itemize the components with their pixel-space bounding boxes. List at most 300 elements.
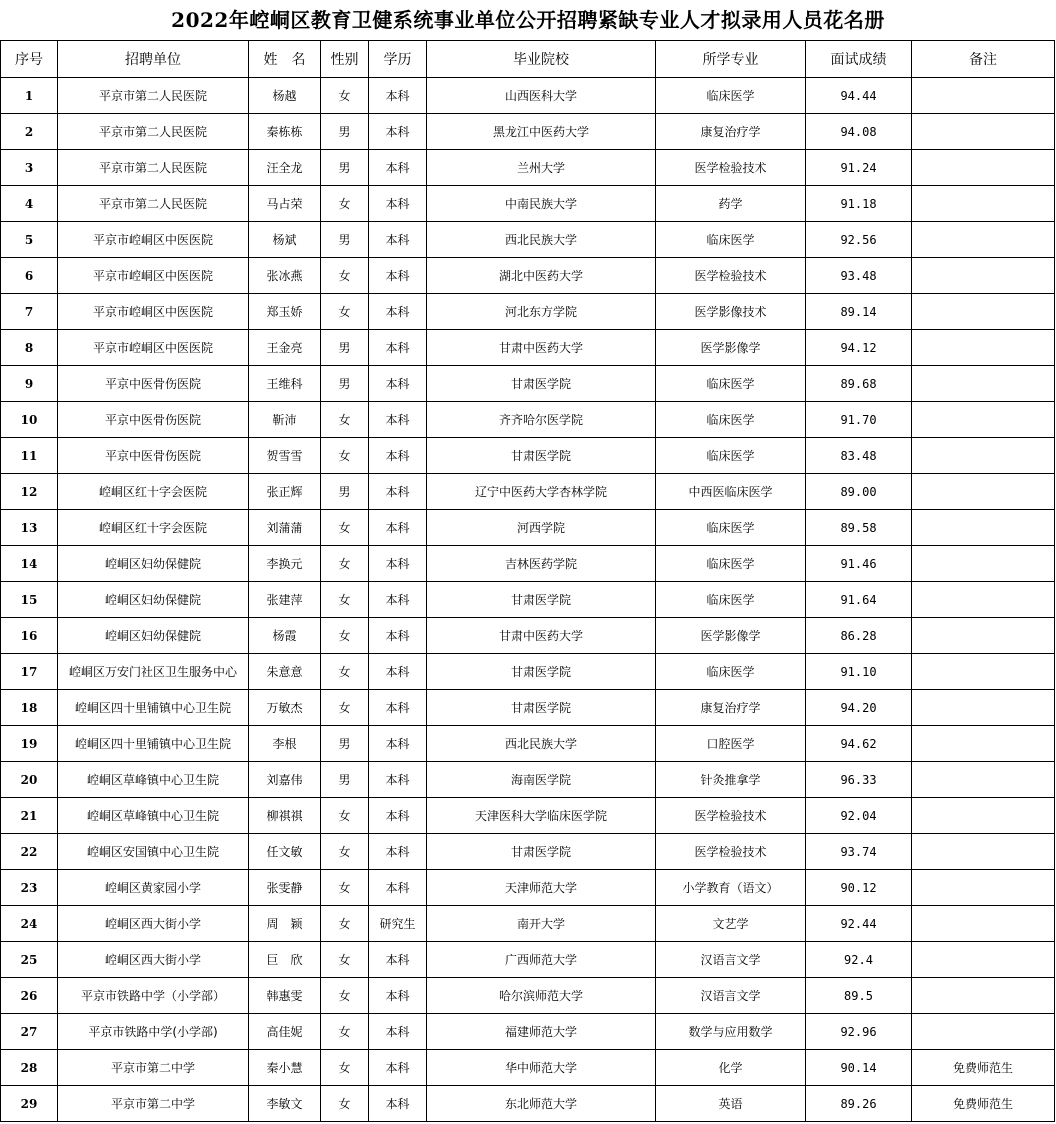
row-gender: 女 bbox=[321, 942, 369, 978]
row-index: 5 bbox=[1, 222, 58, 258]
row-score: 94.44 bbox=[806, 78, 912, 114]
row-unit: 平京中医骨伤医院 bbox=[58, 366, 249, 402]
row-name: 郑玉娇 bbox=[249, 294, 321, 330]
row-name: 杨霞 bbox=[249, 618, 321, 654]
row-score: 92.96 bbox=[806, 1014, 912, 1050]
row-gender: 女 bbox=[321, 510, 369, 546]
row-name: 李换元 bbox=[249, 546, 321, 582]
row-school: 吉林医药学院 bbox=[427, 546, 656, 582]
row-school: 东北师范大学 bbox=[427, 1086, 656, 1122]
header-unit: 招聘单位 bbox=[58, 41, 249, 78]
row-school: 甘肃医学院 bbox=[427, 582, 656, 618]
row-score: 96.33 bbox=[806, 762, 912, 798]
header-major: 所学专业 bbox=[656, 41, 806, 78]
row-school: 天津医科大学临床医学院 bbox=[427, 798, 656, 834]
row-education: 本科 bbox=[369, 222, 427, 258]
row-gender: 女 bbox=[321, 798, 369, 834]
row-education: 本科 bbox=[369, 78, 427, 114]
row-gender: 男 bbox=[321, 330, 369, 366]
table-row bbox=[1, 1050, 1055, 1086]
row-note bbox=[912, 942, 1055, 978]
row-score: 89.14 bbox=[806, 294, 912, 330]
row-name: 汪全龙 bbox=[249, 150, 321, 186]
row-name: 周 颖 bbox=[249, 906, 321, 942]
row-score: 89.58 bbox=[806, 510, 912, 546]
table-row bbox=[1, 402, 1055, 438]
roster-table bbox=[0, 40, 1055, 1122]
row-major: 临床医学 bbox=[656, 222, 806, 258]
row-index: 15 bbox=[1, 582, 58, 618]
row-education: 本科 bbox=[369, 114, 427, 150]
row-index: 1 bbox=[1, 78, 58, 114]
row-note bbox=[912, 186, 1055, 222]
row-unit: 崆峒区草峰镇中心卫生院 bbox=[58, 762, 249, 798]
row-gender: 男 bbox=[321, 114, 369, 150]
row-education: 本科 bbox=[369, 798, 427, 834]
table-row bbox=[1, 114, 1055, 150]
row-major: 口腔医学 bbox=[656, 726, 806, 762]
row-major: 英语 bbox=[656, 1086, 806, 1122]
row-education: 本科 bbox=[369, 294, 427, 330]
row-school: 西北民族大学 bbox=[427, 726, 656, 762]
row-major: 药学 bbox=[656, 186, 806, 222]
row-note bbox=[912, 1014, 1055, 1050]
row-gender: 女 bbox=[321, 1050, 369, 1086]
table-row bbox=[1, 150, 1055, 186]
row-school: 河北东方学院 bbox=[427, 294, 656, 330]
row-score: 94.20 bbox=[806, 690, 912, 726]
row-name: 杨斌 bbox=[249, 222, 321, 258]
row-major: 康复治疗学 bbox=[656, 114, 806, 150]
row-major: 临床医学 bbox=[656, 510, 806, 546]
row-school: 哈尔滨师范大学 bbox=[427, 978, 656, 1014]
row-gender: 女 bbox=[321, 834, 369, 870]
row-score: 91.70 bbox=[806, 402, 912, 438]
row-score: 91.18 bbox=[806, 186, 912, 222]
row-index: 13 bbox=[1, 510, 58, 546]
row-index: 3 bbox=[1, 150, 58, 186]
row-score: 90.14 bbox=[806, 1050, 912, 1086]
table-row bbox=[1, 546, 1055, 582]
header-score: 面试成绩 bbox=[806, 41, 912, 78]
row-education: 本科 bbox=[369, 186, 427, 222]
row-education: 本科 bbox=[369, 546, 427, 582]
row-education: 本科 bbox=[369, 366, 427, 402]
row-score: 94.12 bbox=[806, 330, 912, 366]
row-name: 高佳妮 bbox=[249, 1014, 321, 1050]
row-note bbox=[912, 438, 1055, 474]
row-major: 医学影像学 bbox=[656, 330, 806, 366]
table-row bbox=[1, 474, 1055, 510]
row-education: 本科 bbox=[369, 438, 427, 474]
row-score: 89.68 bbox=[806, 366, 912, 402]
row-index: 6 bbox=[1, 258, 58, 294]
row-education: 本科 bbox=[369, 942, 427, 978]
table-row bbox=[1, 870, 1055, 906]
row-score: 91.46 bbox=[806, 546, 912, 582]
row-education: 本科 bbox=[369, 1014, 427, 1050]
row-note bbox=[912, 546, 1055, 582]
row-note bbox=[912, 654, 1055, 690]
row-index: 29 bbox=[1, 1086, 58, 1122]
table-row bbox=[1, 330, 1055, 366]
row-education: 本科 bbox=[369, 654, 427, 690]
row-unit: 崆峒区妇幼保健院 bbox=[58, 618, 249, 654]
row-note bbox=[912, 114, 1055, 150]
row-note bbox=[912, 294, 1055, 330]
row-school: 齐齐哈尔医学院 bbox=[427, 402, 656, 438]
row-education: 本科 bbox=[369, 1086, 427, 1122]
table-row bbox=[1, 186, 1055, 222]
row-school: 福建师范大学 bbox=[427, 1014, 656, 1050]
row-major: 医学检验技术 bbox=[656, 150, 806, 186]
row-index: 4 bbox=[1, 186, 58, 222]
row-unit: 平京市崆峒区中医医院 bbox=[58, 258, 249, 294]
row-name: 张雯静 bbox=[249, 870, 321, 906]
row-unit: 平京市第二中学 bbox=[58, 1050, 249, 1086]
row-education: 本科 bbox=[369, 762, 427, 798]
row-note bbox=[912, 798, 1055, 834]
row-unit: 平京市铁路中学(小学部) bbox=[58, 1014, 249, 1050]
row-school: 甘肃中医药大学 bbox=[427, 330, 656, 366]
row-education: 本科 bbox=[369, 726, 427, 762]
row-name: 秦小慧 bbox=[249, 1050, 321, 1086]
row-unit: 平京市第二中学 bbox=[58, 1086, 249, 1122]
row-name: 王金亮 bbox=[249, 330, 321, 366]
row-note bbox=[912, 366, 1055, 402]
row-major: 医学检验技术 bbox=[656, 798, 806, 834]
row-major: 临床医学 bbox=[656, 438, 806, 474]
row-name: 李敏文 bbox=[249, 1086, 321, 1122]
row-school: 黑龙江中医药大学 bbox=[427, 114, 656, 150]
row-gender: 男 bbox=[321, 222, 369, 258]
row-unit: 崆峒区红十字会医院 bbox=[58, 474, 249, 510]
row-major: 数学与应用数学 bbox=[656, 1014, 806, 1050]
row-index: 14 bbox=[1, 546, 58, 582]
header-index: 序号 bbox=[1, 41, 58, 78]
row-name: 刘嘉伟 bbox=[249, 762, 321, 798]
row-score: 89.00 bbox=[806, 474, 912, 510]
row-education: 本科 bbox=[369, 834, 427, 870]
row-name: 杨越 bbox=[249, 78, 321, 114]
row-index: 10 bbox=[1, 402, 58, 438]
table-row bbox=[1, 78, 1055, 114]
header-row bbox=[1, 41, 1055, 78]
row-score: 92.56 bbox=[806, 222, 912, 258]
row-gender: 女 bbox=[321, 546, 369, 582]
row-major: 临床医学 bbox=[656, 366, 806, 402]
row-school: 广西师范大学 bbox=[427, 942, 656, 978]
row-score: 92.4 bbox=[806, 942, 912, 978]
header-education: 学历 bbox=[369, 41, 427, 78]
row-note bbox=[912, 726, 1055, 762]
row-education: 本科 bbox=[369, 330, 427, 366]
row-score: 91.24 bbox=[806, 150, 912, 186]
table-row bbox=[1, 942, 1055, 978]
row-score: 91.64 bbox=[806, 582, 912, 618]
row-score: 91.10 bbox=[806, 654, 912, 690]
row-note bbox=[912, 618, 1055, 654]
table-row bbox=[1, 762, 1055, 798]
row-education: 本科 bbox=[369, 258, 427, 294]
row-major: 临床医学 bbox=[656, 78, 806, 114]
row-gender: 女 bbox=[321, 1086, 369, 1122]
row-index: 22 bbox=[1, 834, 58, 870]
row-gender: 女 bbox=[321, 402, 369, 438]
table-row bbox=[1, 1014, 1055, 1050]
row-name: 张建萍 bbox=[249, 582, 321, 618]
row-school: 河西学院 bbox=[427, 510, 656, 546]
row-school: 甘肃中医药大学 bbox=[427, 618, 656, 654]
row-education: 本科 bbox=[369, 402, 427, 438]
row-school: 海南医学院 bbox=[427, 762, 656, 798]
row-major: 医学影像技术 bbox=[656, 294, 806, 330]
row-education: 本科 bbox=[369, 1050, 427, 1086]
row-school: 甘肃医学院 bbox=[427, 438, 656, 474]
table-row bbox=[1, 582, 1055, 618]
table-row bbox=[1, 690, 1055, 726]
row-major: 康复治疗学 bbox=[656, 690, 806, 726]
row-note bbox=[912, 474, 1055, 510]
row-unit: 崆峒区四十里铺镇中心卫生院 bbox=[58, 726, 249, 762]
row-name: 柳祺祺 bbox=[249, 798, 321, 834]
row-unit: 平京市第二人民医院 bbox=[58, 150, 249, 186]
row-school: 中南民族大学 bbox=[427, 186, 656, 222]
row-major: 汉语言文学 bbox=[656, 978, 806, 1014]
row-note bbox=[912, 762, 1055, 798]
row-school: 甘肃医学院 bbox=[427, 690, 656, 726]
row-education: 本科 bbox=[369, 510, 427, 546]
row-unit: 平京市崆峒区中医医院 bbox=[58, 330, 249, 366]
table-row bbox=[1, 366, 1055, 402]
row-index: 19 bbox=[1, 726, 58, 762]
row-index: 17 bbox=[1, 654, 58, 690]
row-note bbox=[912, 834, 1055, 870]
row-education: 本科 bbox=[369, 978, 427, 1014]
row-major: 临床医学 bbox=[656, 582, 806, 618]
row-score: 83.48 bbox=[806, 438, 912, 474]
row-name: 李根 bbox=[249, 726, 321, 762]
row-gender: 女 bbox=[321, 438, 369, 474]
row-score: 92.04 bbox=[806, 798, 912, 834]
table-row bbox=[1, 258, 1055, 294]
row-score: 86.28 bbox=[806, 618, 912, 654]
row-school: 西北民族大学 bbox=[427, 222, 656, 258]
row-note bbox=[912, 582, 1055, 618]
row-gender: 女 bbox=[321, 654, 369, 690]
row-gender: 女 bbox=[321, 78, 369, 114]
row-gender: 女 bbox=[321, 258, 369, 294]
row-major: 临床医学 bbox=[656, 654, 806, 690]
row-note bbox=[912, 690, 1055, 726]
row-school: 兰州大学 bbox=[427, 150, 656, 186]
row-education: 本科 bbox=[369, 870, 427, 906]
row-education: 本科 bbox=[369, 618, 427, 654]
row-unit: 崆峒区草峰镇中心卫生院 bbox=[58, 798, 249, 834]
row-school: 南开大学 bbox=[427, 906, 656, 942]
row-unit: 平京中医骨伤医院 bbox=[58, 402, 249, 438]
row-school: 甘肃医学院 bbox=[427, 834, 656, 870]
row-name: 韩惠雯 bbox=[249, 978, 321, 1014]
row-note bbox=[912, 258, 1055, 294]
row-score: 94.62 bbox=[806, 726, 912, 762]
header-gender: 性别 bbox=[321, 41, 369, 78]
row-note: 免费师范生 bbox=[912, 1086, 1055, 1122]
row-index: 23 bbox=[1, 870, 58, 906]
row-major: 针灸推拿学 bbox=[656, 762, 806, 798]
row-major: 汉语言文学 bbox=[656, 942, 806, 978]
document-title: 2022年崆峒区教育卫健系统事业单位公开招聘紧缺专业人才拟录用人员花名册 bbox=[171, 8, 885, 32]
table-row bbox=[1, 654, 1055, 690]
row-major: 医学影像学 bbox=[656, 618, 806, 654]
row-score: 89.5 bbox=[806, 978, 912, 1014]
row-education: 本科 bbox=[369, 150, 427, 186]
row-name: 马占荣 bbox=[249, 186, 321, 222]
row-school: 华中师范大学 bbox=[427, 1050, 656, 1086]
header-note: 备注 bbox=[912, 41, 1055, 78]
row-unit: 平京市第二人民医院 bbox=[58, 78, 249, 114]
row-index: 7 bbox=[1, 294, 58, 330]
table-row bbox=[1, 834, 1055, 870]
row-name: 朱意意 bbox=[249, 654, 321, 690]
row-note bbox=[912, 222, 1055, 258]
row-unit: 平京市第二人民医院 bbox=[58, 114, 249, 150]
row-index: 24 bbox=[1, 906, 58, 942]
row-school: 甘肃医学院 bbox=[427, 366, 656, 402]
row-note bbox=[912, 330, 1055, 366]
row-gender: 男 bbox=[321, 474, 369, 510]
row-major: 小学教育（语文） bbox=[656, 870, 806, 906]
row-unit: 平京市崆峒区中医医院 bbox=[58, 222, 249, 258]
row-gender: 女 bbox=[321, 690, 369, 726]
row-note bbox=[912, 870, 1055, 906]
row-major: 医学检验技术 bbox=[656, 258, 806, 294]
row-unit: 崆峒区妇幼保健院 bbox=[58, 582, 249, 618]
row-gender: 女 bbox=[321, 582, 369, 618]
row-name: 秦栋栋 bbox=[249, 114, 321, 150]
row-school: 辽宁中医药大学杏林学院 bbox=[427, 474, 656, 510]
row-major: 临床医学 bbox=[656, 402, 806, 438]
row-school: 山西医科大学 bbox=[427, 78, 656, 114]
row-unit: 崆峒区妇幼保健院 bbox=[58, 546, 249, 582]
row-unit: 崆峒区安国镇中心卫生院 bbox=[58, 834, 249, 870]
table-row bbox=[1, 510, 1055, 546]
row-index: 9 bbox=[1, 366, 58, 402]
row-unit: 平京市第二人民医院 bbox=[58, 186, 249, 222]
row-name: 贺雪雪 bbox=[249, 438, 321, 474]
table-row bbox=[1, 978, 1055, 1014]
table-row bbox=[1, 726, 1055, 762]
table-row bbox=[1, 906, 1055, 942]
row-index: 16 bbox=[1, 618, 58, 654]
row-name: 万敏杰 bbox=[249, 690, 321, 726]
table-row bbox=[1, 222, 1055, 258]
row-index: 21 bbox=[1, 798, 58, 834]
row-note bbox=[912, 906, 1055, 942]
row-unit: 平京中医骨伤医院 bbox=[58, 438, 249, 474]
row-name: 张正辉 bbox=[249, 474, 321, 510]
row-unit: 崆峒区红十字会医院 bbox=[58, 510, 249, 546]
row-note: 免费师范生 bbox=[912, 1050, 1055, 1086]
row-index: 12 bbox=[1, 474, 58, 510]
row-name: 张冰燕 bbox=[249, 258, 321, 294]
row-note bbox=[912, 150, 1055, 186]
row-major: 化学 bbox=[656, 1050, 806, 1086]
row-unit: 平京市崆峒区中医医院 bbox=[58, 294, 249, 330]
row-major: 医学检验技术 bbox=[656, 834, 806, 870]
row-school: 天津师范大学 bbox=[427, 870, 656, 906]
row-index: 8 bbox=[1, 330, 58, 366]
row-score: 92.44 bbox=[806, 906, 912, 942]
row-index: 20 bbox=[1, 762, 58, 798]
table-row bbox=[1, 618, 1055, 654]
row-gender: 男 bbox=[321, 150, 369, 186]
row-unit: 崆峒区西大街小学 bbox=[58, 942, 249, 978]
row-name: 王维科 bbox=[249, 366, 321, 402]
row-gender: 男 bbox=[321, 726, 369, 762]
row-unit: 崆峒区万安门社区卫生服务中心 bbox=[58, 654, 249, 690]
row-name: 任文敏 bbox=[249, 834, 321, 870]
row-name: 靳沛 bbox=[249, 402, 321, 438]
row-score: 94.08 bbox=[806, 114, 912, 150]
row-score: 93.74 bbox=[806, 834, 912, 870]
table-row bbox=[1, 798, 1055, 834]
row-school: 甘肃医学院 bbox=[427, 654, 656, 690]
row-index: 18 bbox=[1, 690, 58, 726]
row-gender: 女 bbox=[321, 906, 369, 942]
row-name: 巨 欣 bbox=[249, 942, 321, 978]
row-name: 刘蒲蒲 bbox=[249, 510, 321, 546]
table-row bbox=[1, 294, 1055, 330]
row-index: 27 bbox=[1, 1014, 58, 1050]
row-major: 文艺学 bbox=[656, 906, 806, 942]
row-gender: 男 bbox=[321, 762, 369, 798]
row-education: 本科 bbox=[369, 474, 427, 510]
row-school: 湖北中医药大学 bbox=[427, 258, 656, 294]
row-index: 28 bbox=[1, 1050, 58, 1086]
row-unit: 崆峒区黄家园小学 bbox=[58, 870, 249, 906]
row-gender: 女 bbox=[321, 186, 369, 222]
row-education: 本科 bbox=[369, 690, 427, 726]
row-gender: 女 bbox=[321, 870, 369, 906]
header-name: 姓 名 bbox=[249, 41, 321, 78]
row-index: 25 bbox=[1, 942, 58, 978]
header-school: 毕业院校 bbox=[427, 41, 656, 78]
row-note bbox=[912, 510, 1055, 546]
row-gender: 女 bbox=[321, 1014, 369, 1050]
row-unit: 平京市铁路中学（小学部） bbox=[58, 978, 249, 1014]
row-score: 93.48 bbox=[806, 258, 912, 294]
row-major: 临床医学 bbox=[656, 546, 806, 582]
row-gender: 女 bbox=[321, 618, 369, 654]
row-index: 2 bbox=[1, 114, 58, 150]
row-major: 中西医临床医学 bbox=[656, 474, 806, 510]
row-note bbox=[912, 978, 1055, 1014]
row-education: 本科 bbox=[369, 582, 427, 618]
row-gender: 女 bbox=[321, 294, 369, 330]
row-note bbox=[912, 402, 1055, 438]
table-row bbox=[1, 438, 1055, 474]
row-index: 11 bbox=[1, 438, 58, 474]
row-note bbox=[912, 78, 1055, 114]
row-education: 研究生 bbox=[369, 906, 427, 942]
row-unit: 崆峒区西大街小学 bbox=[58, 906, 249, 942]
row-gender: 男 bbox=[321, 366, 369, 402]
row-score: 90.12 bbox=[806, 870, 912, 906]
row-gender: 女 bbox=[321, 978, 369, 1014]
table-row bbox=[1, 1086, 1055, 1122]
row-index: 26 bbox=[1, 978, 58, 1014]
